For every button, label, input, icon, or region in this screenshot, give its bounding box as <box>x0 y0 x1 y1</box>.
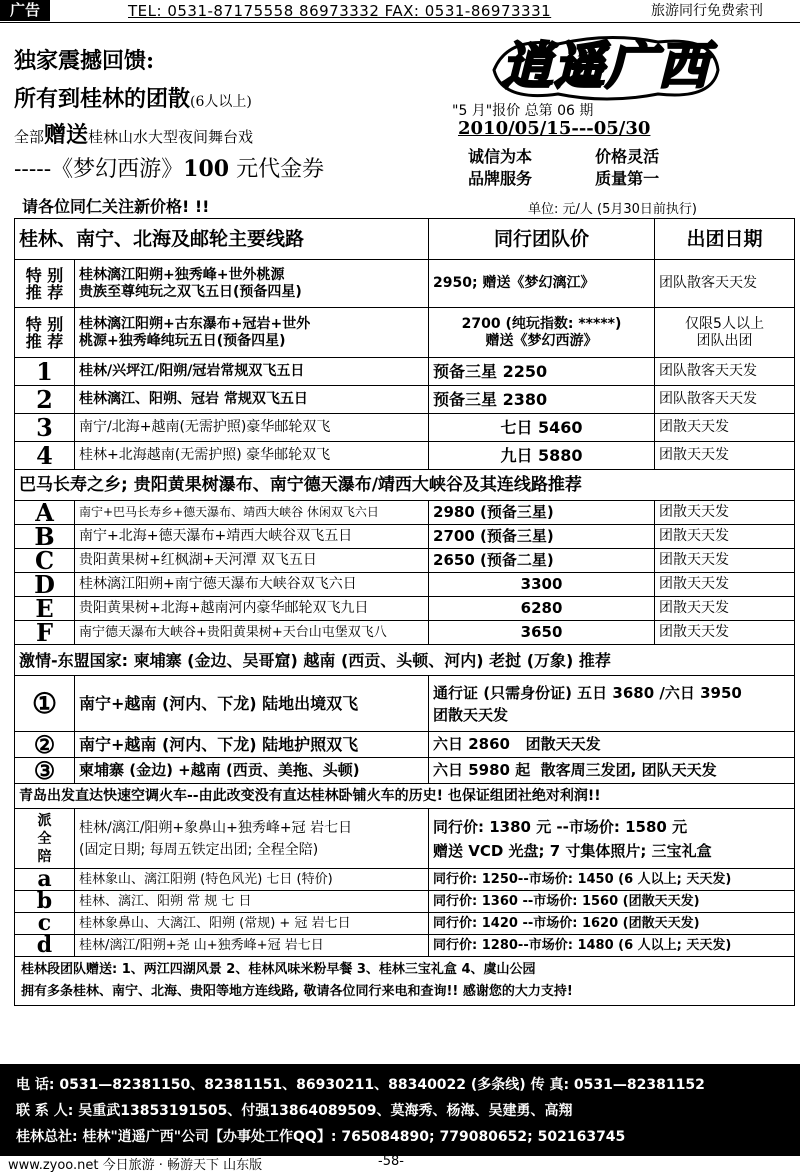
row-date: 团队散客天天发 <box>655 358 795 386</box>
row-price: 3650 <box>429 621 655 645</box>
section-title: 巴马长寿之乡; 贵阳黄果树瀑布、南宁德天瀑布/靖西大峡谷及其连线路推荐 <box>15 470 795 501</box>
table-row <box>15 501 795 525</box>
row-price: 同行价: 1280--市场价: 1480 (6 人以上; 天天发) <box>429 935 795 957</box>
row-date: 团散天天发 <box>655 573 795 597</box>
gift-line-1: 桂林段团队赠送: 1、两江四湖风景 2、桂林风味米粉早餐 3、桂林三宝礼盒 4、虞山公园 <box>21 962 536 977</box>
row-price: 七日 5460 <box>429 414 655 442</box>
promo-line-3: 全部赠送桂林山水大型夜间舞台戏 <box>14 123 254 148</box>
row-route: 桂林漓江阳朔+古东瀑布+冠岩+世外 桃源+独秀峰纯玩五日(预备四星) <box>75 308 429 358</box>
table-header-row <box>15 219 795 260</box>
page-number: -58- <box>378 1154 404 1169</box>
row-price: 2950; 赠送《梦幻漓江》 <box>429 260 655 308</box>
row-route: 桂林漓江阳朔+南宁德天瀑布大峡谷双飞六日 <box>75 573 429 597</box>
row-price: 2980 (预备三星) <box>429 501 655 525</box>
row-price: 六日 2860 团散天天发 <box>429 732 795 758</box>
row-price: 2700 (纯玩指数: *****) 赠送《梦幻西游》 <box>429 308 655 358</box>
row-label: ② <box>15 732 75 758</box>
row-route: 南宁德天瀑布大峡谷+贵阳黄果树+天台山屯堡双飞八 <box>75 621 429 645</box>
gift-line-2: 拥有多条桂林、南宁、北海、贵阳等地方连线路, 敬请各位同行来电和查询!! 感谢您的大力支持! <box>21 984 573 999</box>
row-date: 团散天天发 <box>655 597 795 621</box>
top-slogan: 旅游同行免费索刊 <box>651 3 763 19</box>
contact-bar <box>0 1064 800 1156</box>
row-route: 南宁+巴马长寿乡+德天瀑布、靖西大峡谷 休闲双飞六日 <box>75 501 429 525</box>
row-label: a <box>15 869 75 891</box>
row-route: 南宁/北海+越南(无需护照)豪华邮轮双飞 <box>75 414 429 442</box>
row-date: 团散天天发 <box>655 442 795 470</box>
table-row <box>15 676 795 732</box>
table-row <box>15 386 795 414</box>
row-route: 桂林/漓江/阳朔+尧 山+独秀峰+冠 岩七日 <box>75 935 429 957</box>
row-date: 团散天天发 <box>655 525 795 549</box>
row-label: F <box>15 621 75 645</box>
section-title: 青岛出发直达快速空调火车--由此改变没有直达桂林卧铺火车的历史! 也保证组团社绝对利润!! <box>15 784 795 809</box>
row-date: 仅限5人以上 团队出团 <box>655 308 795 358</box>
header-price: 同行团队价 <box>429 219 655 260</box>
row-price: 同行价: 1380 元 --市场价: 1580 元 赠送 VCD 光盘; 7 寸集体照片; 三宝礼盒 <box>429 809 795 869</box>
footer-site: www.zyoo.net 今日旅游 · 畅游天下 山东版 <box>8 1158 263 1173</box>
table-row <box>15 597 795 621</box>
section-title: 激情-东盟国家: 柬埔寨 (金边、吴哥窟) 越南 (西贡、头顿、河内) 老挝 (万象) 推荐 <box>15 645 795 676</box>
row-label: ③ <box>15 758 75 784</box>
table-row <box>15 260 795 308</box>
promo-line-2: 所有到桂林的团散(6人以上) <box>14 86 252 112</box>
section-row <box>15 784 795 809</box>
row-date: 团散天天发 <box>655 414 795 442</box>
row-route: 南宁+越南 (河内、下龙) 陆地护照双飞 <box>75 732 429 758</box>
unit-note: 单位: 元/人 (5月30日前执行) <box>528 202 697 217</box>
contact-people: 联 系 人: 吴重武13853191505、付强13864089509、莫海秀、杨海、吴建勇、高翔 <box>16 1103 573 1119</box>
valid-dates: 2010/05/15---05/30 <box>458 118 651 139</box>
issue-number: "5 月"报价 总第 06 期 <box>452 103 594 119</box>
row-label: D <box>15 573 75 597</box>
row-label: 3 <box>15 414 75 442</box>
row-label: B <box>15 525 75 549</box>
row-route: 桂林象山、漓江阳朔 (特色风光) 七日 (特价) <box>75 869 429 891</box>
row-label: c <box>15 913 75 935</box>
gift-cell <box>15 957 795 1006</box>
row-price: 同行价: 1420 --市场价: 1620 (团散天天发) <box>429 913 795 935</box>
row-route: 柬埔寨 (金边) +越南 (西贡、美拖、头顿) <box>75 758 429 784</box>
table-row <box>15 442 795 470</box>
row-route: 桂林漓江阳朔+独秀峰+世外桃源 贵族至尊纯玩之双飞五日(预备四星) <box>75 260 429 308</box>
table-row <box>15 758 795 784</box>
row-label: b <box>15 891 75 913</box>
row-label: 2 <box>15 386 75 414</box>
table-row <box>15 549 795 573</box>
row-route: 南宁+越南 (河内、下龙) 陆地出境双飞 <box>75 676 429 732</box>
row-label: C <box>15 549 75 573</box>
motto-2: 品牌服务 质量第一 <box>468 169 660 188</box>
table-row <box>15 308 795 358</box>
row-label: 特 别 推 荐 <box>15 260 75 308</box>
row-route: 贵阳黄果树+红枫湖+天河潭 双飞五日 <box>75 549 429 573</box>
table-row <box>15 414 795 442</box>
section-row <box>15 645 795 676</box>
row-price: 6280 <box>429 597 655 621</box>
header-date: 出团日期 <box>655 219 795 260</box>
table-row <box>15 573 795 597</box>
motto-1: 诚信为本 价格灵活 <box>468 147 660 166</box>
table-row <box>15 525 795 549</box>
row-price: 六日 5980 起 散客周三发团, 团队天天发 <box>429 758 795 784</box>
table-row <box>15 891 795 913</box>
ad-tag: 广告 <box>0 0 50 21</box>
row-date: 团散天天发 <box>655 549 795 573</box>
row-route: 桂林+北海越南(无需护照) 豪华邮轮双飞 <box>75 442 429 470</box>
row-label: A <box>15 501 75 525</box>
table-row <box>15 809 795 869</box>
section-row <box>15 470 795 501</box>
row-route: 桂林/漓江/阳朔+象鼻山+独秀峰+冠 岩七日 (固定日期; 每周五铁定出团; 全程全陪) <box>75 809 429 869</box>
brand-name: 逍遥广西 <box>502 37 710 95</box>
row-price: 同行价: 1250--市场价: 1450 (6 人以上; 天天发) <box>429 869 795 891</box>
row-label: ① <box>15 676 75 732</box>
price-notice: 请各位同仁关注新价格! !! <box>22 197 210 216</box>
row-route: 桂林漓江、阳朔、冠岩 常规双飞五日 <box>75 386 429 414</box>
table-row <box>15 935 795 957</box>
table-row <box>15 869 795 891</box>
row-price: 九日 5880 <box>429 442 655 470</box>
route-price-table <box>14 218 795 1006</box>
row-date: 团队散客天天发 <box>655 260 795 308</box>
table-row <box>15 621 795 645</box>
row-route: 桂林、漓江、阳朔 常 规 七 日 <box>75 891 429 913</box>
row-date: 团队散客天天发 <box>655 386 795 414</box>
row-label: E <box>15 597 75 621</box>
header-route: 桂林、南宁、北海及邮轮主要线路 <box>15 219 429 260</box>
row-label: d <box>15 935 75 957</box>
row-price: 3300 <box>429 573 655 597</box>
row-price: 预备三星 2250 <box>429 358 655 386</box>
row-route: 贵阳黄果树+北海+越南河内豪华邮轮双飞九日 <box>75 597 429 621</box>
row-route: 桂林/兴坪江/阳朔/冠岩常规双飞五日 <box>75 358 429 386</box>
headquarters-line: 桂林总社: 桂林"逍遥广西"公司【办事处工作QQ】: 765084890; 779080652; 502163745 <box>16 1129 626 1145</box>
row-price: 同行价: 1360 --市场价: 1560 (团散天天发) <box>429 891 795 913</box>
gift-row <box>15 957 795 1006</box>
row-route: 桂林象鼻山、大漓江、阳朔 (常规) + 冠 岩七日 <box>75 913 429 935</box>
row-price: 2700 (预备三星) <box>429 525 655 549</box>
row-label: 4 <box>15 442 75 470</box>
row-price: 2650 (预备二星) <box>429 549 655 573</box>
phone-line: 电 话: 0531—82381150、82381151、86930211、88340022 (多条线) 传 真: 0531—82381152 <box>16 1077 705 1093</box>
row-date: 团散天天发 <box>655 621 795 645</box>
table-row <box>15 358 795 386</box>
row-date: 团散天天发 <box>655 501 795 525</box>
row-label: 派 全 陪 <box>15 809 75 869</box>
table-row <box>15 913 795 935</box>
promo-line-4: -----《梦幻西游》100 元代金券 <box>14 156 325 182</box>
top-contacts: TEL: 0531-87175558 86973332 FAX: 0531-86973331 <box>128 2 552 20</box>
row-label: 1 <box>15 358 75 386</box>
row-route: 南宁+北海+德天瀑布+靖西大峡谷双飞五日 <box>75 525 429 549</box>
row-price: 预备三星 2380 <box>429 386 655 414</box>
row-price: 通行证 (只需身份证) 五日 3680 /六日 3950 团散天天发 <box>429 676 795 732</box>
table-row <box>15 732 795 758</box>
row-label: 特 别 推 荐 <box>15 308 75 358</box>
headline: 独家震撼回馈: <box>14 48 155 74</box>
